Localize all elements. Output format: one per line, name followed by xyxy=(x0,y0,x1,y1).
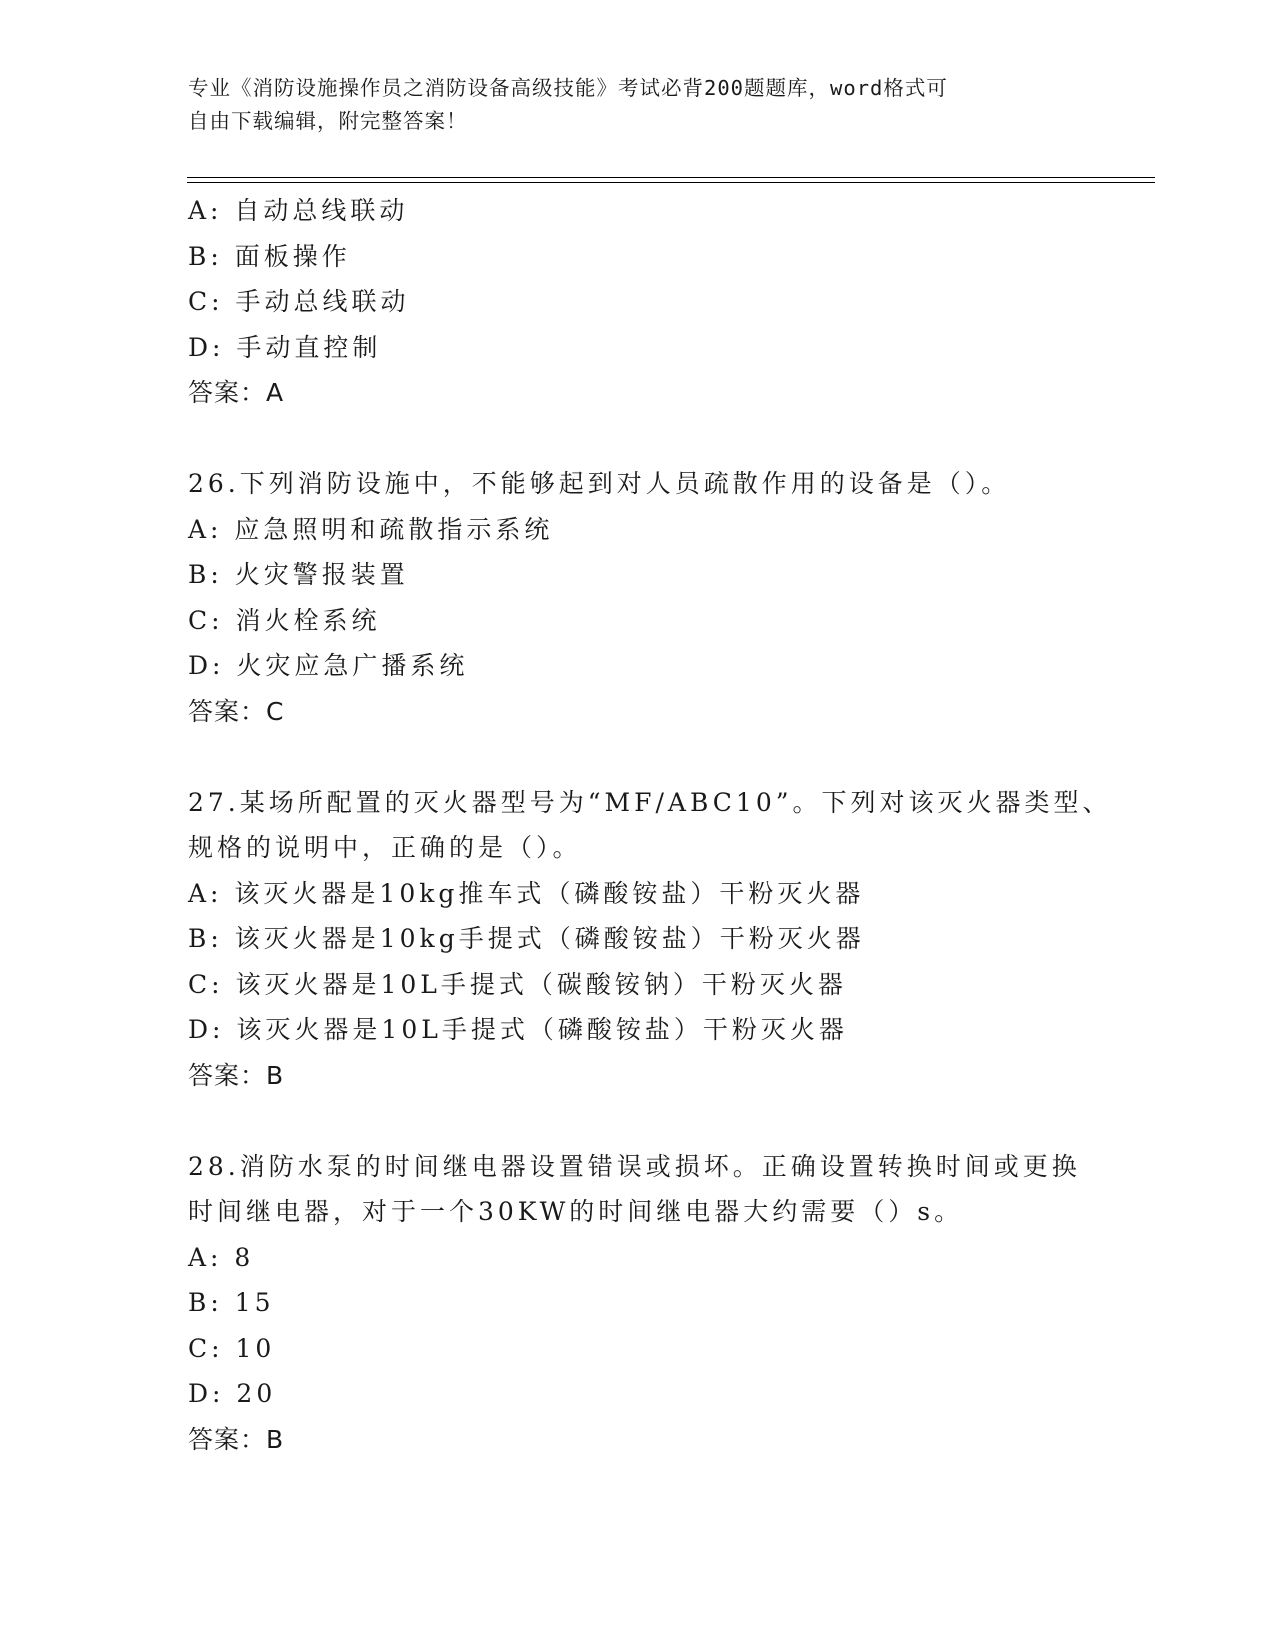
question-block-25 xyxy=(188,188,1148,416)
header-line-1: 专业《消防设施操作员之消防设备高级技能》考试必背200题题库，word格式可 xyxy=(188,76,948,100)
option-b: B: 该灭火器是10kg手提式（磷酸铵盐）干粉灭火器 xyxy=(188,924,865,953)
question-stem: 27.某场所配置的灭火器型号为“MF/ABC10”。下列对该灭火器类型、 xyxy=(188,787,1112,817)
option-a: A: 8 xyxy=(188,1242,255,1272)
option-a: A: 该灭火器是10kg推车式（磷酸铵盐）干粉灭火器 xyxy=(188,878,865,908)
option-d: D: 该灭火器是10L手提式（磷酸铵盐）干粉灭火器 xyxy=(188,1015,848,1044)
spacer xyxy=(188,734,1148,780)
option-a: A: 自动总线联动 xyxy=(188,196,409,225)
question-stem: 28.消防水泵的时间继电器设置错误或损坏。正确设置转换时间或更换 xyxy=(188,1151,1081,1181)
answer: 答案：B xyxy=(188,1060,285,1090)
header-line-2: 自由下载编辑，附完整答案！ xyxy=(188,109,468,133)
header-divider-bottom xyxy=(187,182,1155,183)
answer: 答案：B xyxy=(188,1424,285,1454)
answer: 答案：C xyxy=(188,696,285,726)
question-block-26 xyxy=(188,461,1148,734)
option-d: D: 火灾应急广播系统 xyxy=(188,651,469,680)
question-stem-continued: 规格的说明中，正确的是（）。 xyxy=(188,833,582,862)
question-list xyxy=(188,188,1148,1462)
question-block-28 xyxy=(188,1144,1148,1463)
question-stem-continued: 时间继电器，对于一个30KW的时间继电器大约需要（）s。 xyxy=(188,1197,964,1226)
header-divider-top xyxy=(187,177,1155,178)
spacer xyxy=(188,416,1148,462)
question-stem: 26.下列消防设施中，不能够起到对人员疏散作用的设备是（）。 xyxy=(188,469,1011,498)
option-b: B: 面板操作 xyxy=(188,241,351,271)
answer: 答案：A xyxy=(188,378,285,407)
option-d: D: 20 xyxy=(188,1379,277,1408)
option-b: B: 15 xyxy=(188,1288,275,1317)
option-a: A: 应急照明和疏散指示系统 xyxy=(188,514,554,544)
option-c: C: 手动总线联动 xyxy=(188,287,410,316)
option-d: D: 手动直控制 xyxy=(188,332,382,362)
option-c: C: 10 xyxy=(188,1333,276,1363)
question-block-27 xyxy=(188,780,1148,1099)
option-b: B: 火灾警报装置 xyxy=(188,560,409,589)
option-c: C: 消火栓系统 xyxy=(188,605,381,635)
document-header xyxy=(188,72,1088,138)
option-c: C: 该灭火器是10L手提式（碳酸铵钠）干粉灭火器 xyxy=(188,969,847,999)
spacer xyxy=(188,1098,1148,1144)
